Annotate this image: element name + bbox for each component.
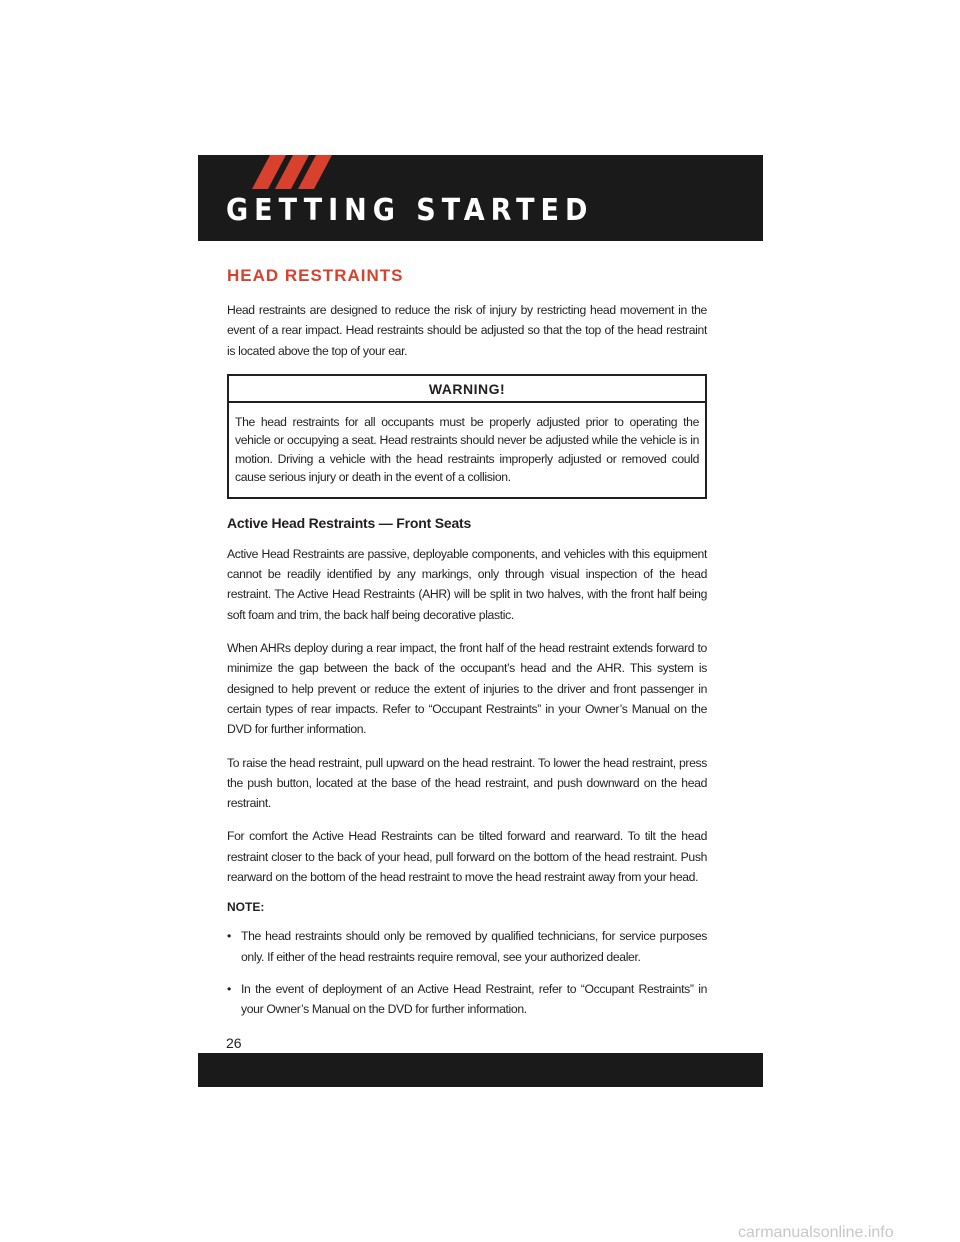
body-paragraph: For comfort the Active Head Restraints can be tilted forward and rearward. To tilt the head restraint closer to the back of your head, pull forward on the bottom of the head restraint. Push rearward on the bottom of the head restraint to move the head restraint away from your head. [227, 829, 707, 885]
chapter-title: GETTING STARTED [226, 193, 594, 228]
chapter-header-bar [198, 155, 763, 241]
body-paragraph: To raise the head restraint, pull upward on the head restraint. To lower the head restraint, press the push button, located at the base of the head restraint, and push downward on the head restraint. [227, 755, 707, 811]
watermark: carmanualsonline.info [738, 1224, 894, 1241]
list-item [227, 926, 707, 967]
note-list [227, 926, 707, 1019]
subsection-heading: Active Head Restraints — Front Seats [227, 514, 472, 531]
racing-stripes-icon [248, 155, 348, 189]
note-text: The head restraints should only be removed by qualified technicians, for service purposes only. If either of the head restraints require removal, see your authorized dealer. [241, 929, 707, 964]
section-heading: HEAD RESTRAINTS [227, 266, 404, 285]
bullet-icon: • [227, 981, 231, 996]
warning-text: The head restraints for all occupants must be properly adjusted prior to operating the vehicle or occupying a seat. Head restraints should never be adjusted while the vehicle is in motion. Driving a vehicle with the head restraints improperly adjusted or removed could cause serious injury or death in the event of a collision. [235, 414, 699, 485]
warning-title: WARNING! [229, 376, 705, 403]
page-content [227, 266, 707, 1032]
body-paragraph: Active Head Restraints are passive, deployable components, and vehicles with this equipment cannot be readily identified by any markings, only through visual inspection of the head restraint. The Active Head Restraints (AHR) will be split in two halves, with the front half being soft foam and trim, the back half being decorative plastic. [227, 546, 707, 622]
note-text: In the event of deployment of an Active Head Restraint, refer to “Occupant Restraints” in your Owner’s Manual on the DVD for further information. [241, 981, 707, 1017]
list-item [227, 979, 707, 1020]
body-paragraph: When AHRs deploy during a rear impact, the front half of the head restraint extends forward to minimize the gap between the back of the occupant’s head and the AHR. This system is designed to help prevent or reduce the extent of injuries to the driver and front passenger in certain types of rear impacts. Refer to “Occupant Restraints” in your Owner’s Manual on the DVD for further information. [227, 641, 707, 737]
intro-paragraph: Head restraints are designed to reduce the risk of injury by restricting head movement in the event of a rear impact. Head restraints should be adjusted so that the top of the head restraint is located above the top of your ear. [227, 303, 707, 358]
note-label: NOTE: [227, 900, 265, 915]
bullet-icon: • [227, 929, 231, 944]
page-number: 26 [226, 1035, 242, 1051]
warning-box [227, 374, 707, 499]
footer-bar [198, 1053, 763, 1087]
